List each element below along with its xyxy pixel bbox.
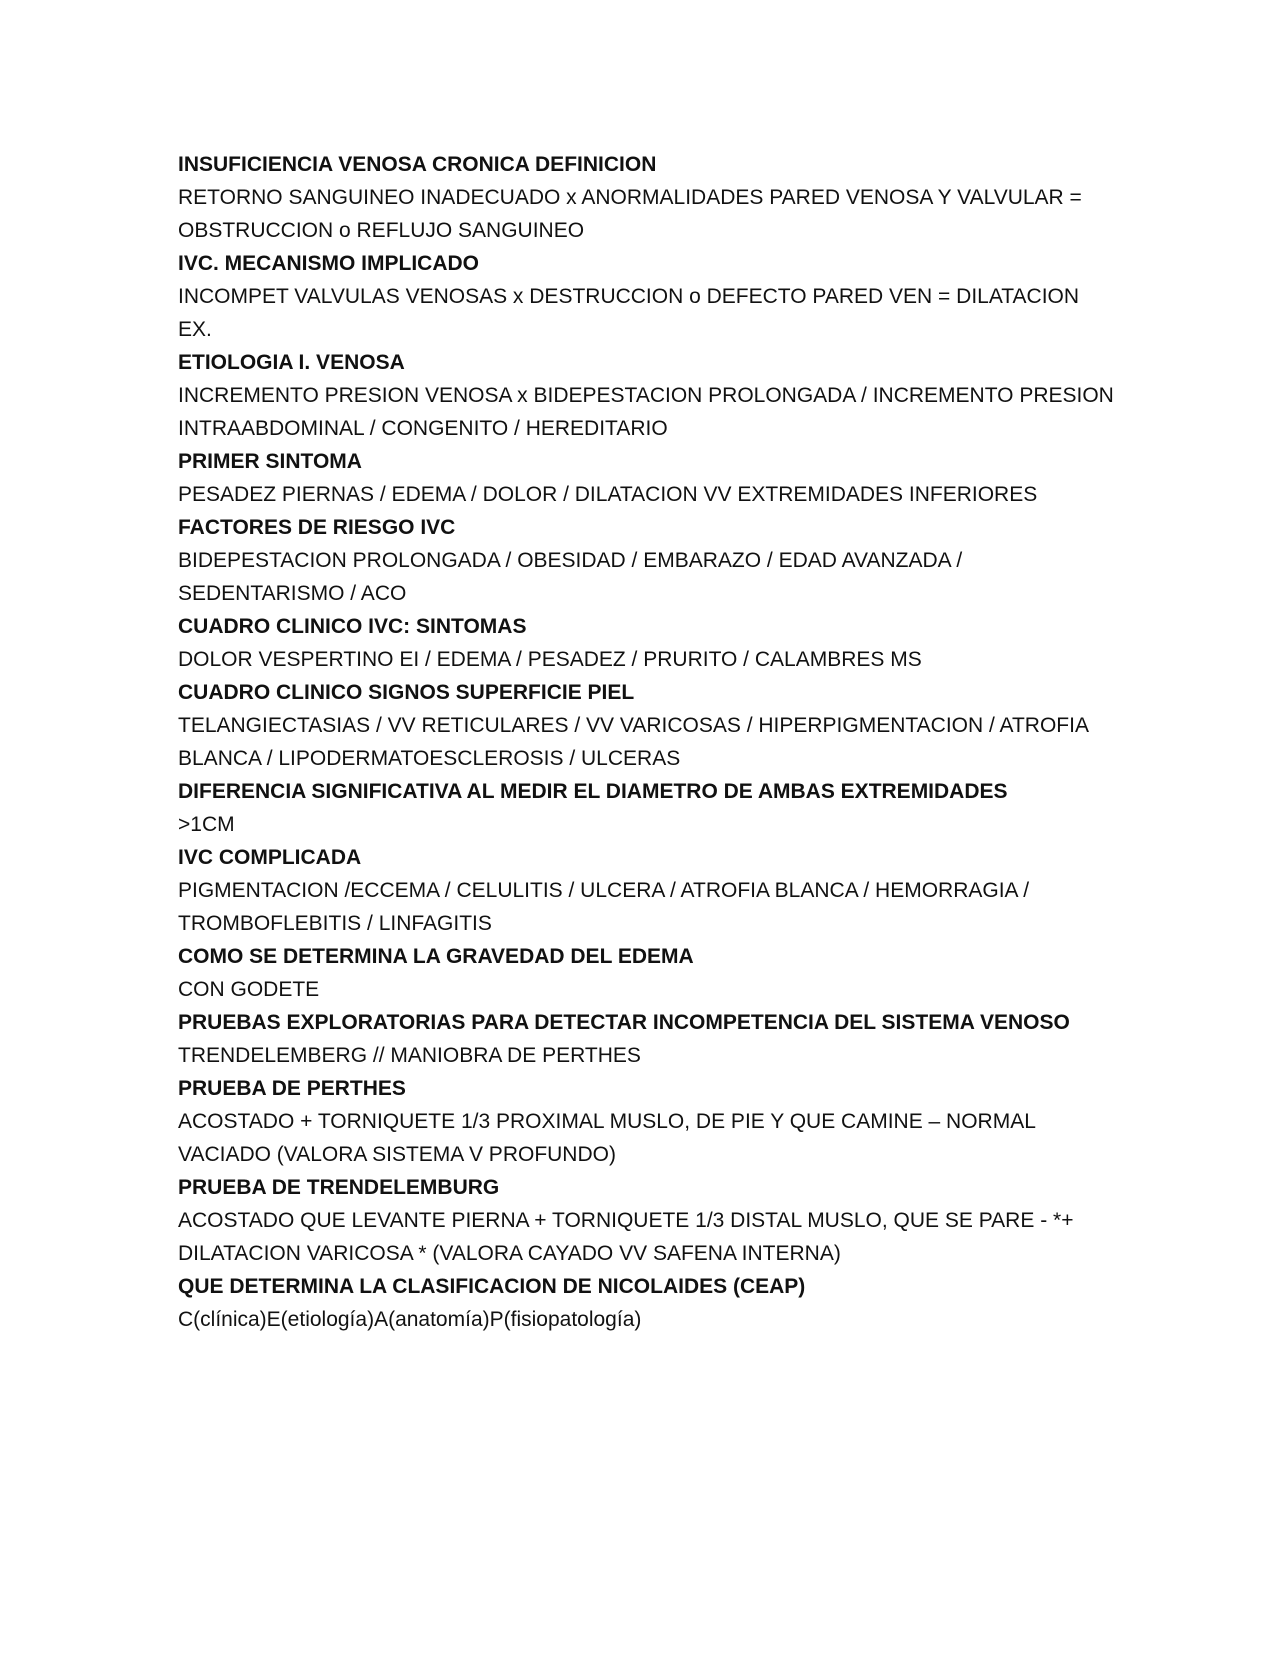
- question-heading: PRUEBA DE TRENDELEMBURG: [178, 1176, 500, 1199]
- question-heading: PRIMER SINTOMA: [178, 450, 362, 473]
- question-heading: QUE DETERMINA LA CLASIFICACION DE NICOLAIDES (CEAP): [178, 1275, 806, 1298]
- answer-text: DOLOR VESPERTINO EI / EDEMA / PESADEZ / PRURITO / CALAMBRES MS: [178, 648, 922, 671]
- qa-entry: [178, 148, 1118, 247]
- question-heading: ETIOLOGIA I. VENOSA: [178, 351, 405, 374]
- answer-text: PESADEZ PIERNAS / EDEMA / DOLOR / DILATACION VV EXTREMIDADES INFERIORES: [178, 483, 1038, 506]
- qa-entry: [178, 511, 1118, 610]
- qa-entry: [178, 247, 1118, 346]
- document-page: [178, 148, 1118, 1336]
- question-heading: IVC COMPLICADA: [178, 846, 362, 869]
- answer-text: C(clínica)E(etiología)A(anatomía)P(fisiopatología): [178, 1308, 642, 1331]
- question-heading: IVC. MECANISMO IMPLICADO: [178, 252, 480, 275]
- answer-text: ACOSTADO + TORNIQUETE 1/3 PROXIMAL MUSLO, DE PIE Y QUE CAMINE – NORMAL VACIADO (VALORA SISTEMA V PROFUNDO): [178, 1110, 1036, 1166]
- answer-text: BIDEPESTACION PROLONGADA / OBESIDAD / EMBARAZO / EDAD AVANZADA / SEDENTARISMO / ACO: [178, 549, 963, 605]
- question-heading: COMO SE DETERMINA LA GRAVEDAD DEL EDEMA: [178, 945, 694, 968]
- question-heading: DIFERENCIA SIGNIFICATIVA AL MEDIR EL DIAMETRO DE AMBAS EXTREMIDADES: [178, 780, 1008, 803]
- answer-text: INCOMPET VALVULAS VENOSAS x DESTRUCCION o DEFECTO PARED VEN = DILATACION EX.: [178, 285, 1080, 341]
- qa-entry: [178, 1072, 1118, 1171]
- qa-entry: [178, 676, 1118, 775]
- question-heading: CUADRO CLINICO SIGNOS SUPERFICIE PIEL: [178, 681, 635, 704]
- question-heading: PRUEBAS EXPLORATORIAS PARA DETECTAR INCOMPETENCIA DEL SISTEMA VENOSO: [178, 1011, 1070, 1034]
- answer-text: CON GODETE: [178, 978, 320, 1001]
- answer-text: TELANGIECTASIAS / VV RETICULARES / VV VARICOSAS / HIPERPIGMENTACION / ATROFIA BLANCA / LIPODERMATOESCLEROSIS / ULCERAS: [178, 714, 1088, 770]
- qa-entry: [178, 1006, 1118, 1072]
- qa-entry: [178, 940, 1118, 1006]
- question-heading: INSUFICIENCIA VENOSA CRONICA DEFINICION: [178, 153, 657, 176]
- question-heading: PRUEBA DE PERTHES: [178, 1077, 406, 1100]
- qa-entry: [178, 610, 1118, 676]
- qa-entry: [178, 346, 1118, 445]
- qa-entry: [178, 445, 1118, 511]
- qa-entry: [178, 1171, 1118, 1270]
- question-heading: FACTORES DE RIESGO IVC: [178, 516, 456, 539]
- qa-entry: [178, 841, 1118, 940]
- answer-text: RETORNO SANGUINEO INADECUADO x ANORMALIDADES PARED VENOSA Y VALVULAR = OBSTRUCCION o REFLUJO SANGUINEO: [178, 186, 1082, 242]
- qa-entry: [178, 1270, 1118, 1336]
- answer-text: TRENDELEMBERG // MANIOBRA DE PERTHES: [178, 1044, 641, 1067]
- answer-text: ACOSTADO QUE LEVANTE PIERNA + TORNIQUETE 1/3 DISTAL MUSLO, QUE SE PARE - *+ DILATACION VARICOSA * (VALORA CAYADO VV SAFENA INTERNA): [178, 1209, 1074, 1265]
- qa-entry: [178, 775, 1118, 841]
- answer-text: PIGMENTACION /ECCEMA / CELULITIS / ULCERA / ATROFIA BLANCA / HEMORRAGIA / TROMBOFLEBITIS / LINFAGITIS: [178, 879, 1030, 935]
- question-heading: CUADRO CLINICO IVC: SINTOMAS: [178, 615, 527, 638]
- answer-text: >1CM: [178, 813, 235, 836]
- answer-text: INCREMENTO PRESION VENOSA x BIDEPESTACION PROLONGADA / INCREMENTO PRESION INTRAABDOMINAL / CONGENITO / HEREDITARIO: [178, 384, 1114, 440]
